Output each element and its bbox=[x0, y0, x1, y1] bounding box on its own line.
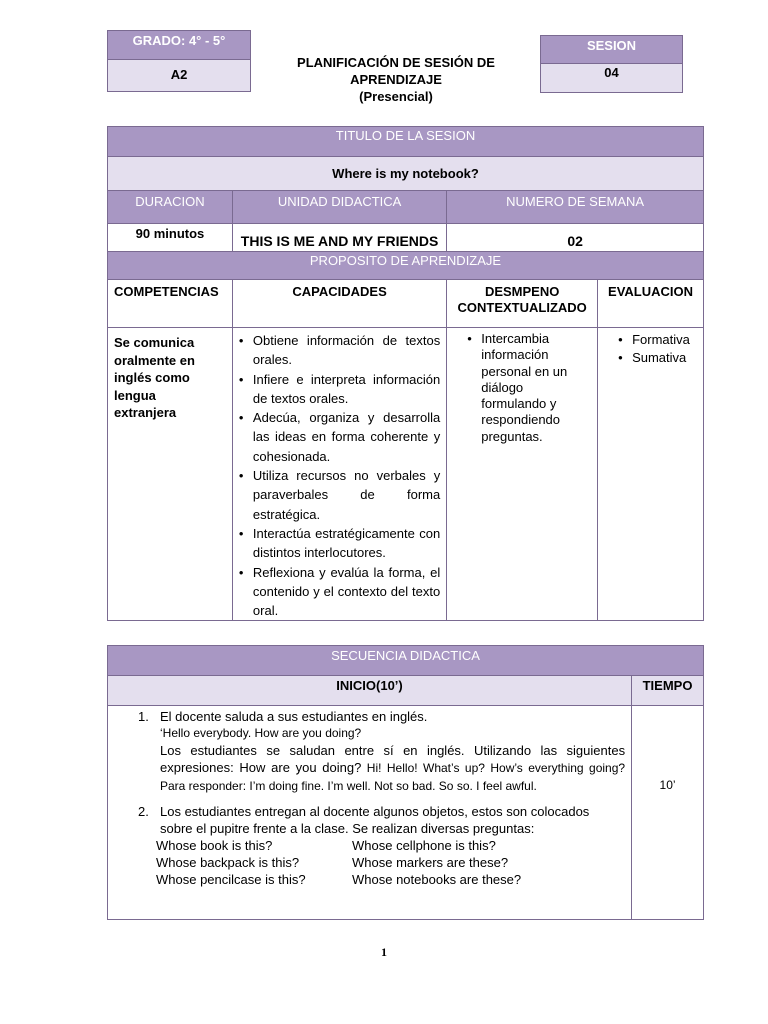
semana-value-cell bbox=[447, 224, 704, 252]
competencia-line: lengua bbox=[114, 387, 156, 403]
document-title bbox=[265, 54, 527, 105]
capacidades-list bbox=[233, 331, 440, 620]
sesion-label: SESION bbox=[586, 38, 637, 53]
competencias-label: COMPETENCIAS bbox=[114, 284, 219, 299]
capacidad-item: • Interactúa estratégicamente con distintos interlocutores. bbox=[233, 524, 440, 563]
question-item: Whose backpack is this? bbox=[156, 855, 300, 870]
title-line-2: APRENDIZAJE bbox=[350, 72, 442, 87]
grado-label-box bbox=[107, 30, 251, 60]
titulo-header bbox=[108, 127, 704, 157]
tiempo-value: 10’ bbox=[659, 778, 676, 792]
competencias-header bbox=[108, 280, 233, 328]
evaluacion-item: • Sumativa bbox=[612, 349, 701, 367]
questions bbox=[156, 837, 625, 888]
capacidad-item: • Infiere e interpreta información de textos orales. bbox=[233, 370, 440, 409]
session-table bbox=[107, 126, 704, 621]
sesion-value: 04 bbox=[604, 65, 619, 80]
question-item: Whose book is this? bbox=[156, 838, 273, 853]
evaluacion-header bbox=[598, 280, 704, 328]
tiempo-header bbox=[632, 676, 704, 706]
sesion-value-box bbox=[540, 63, 683, 93]
secuencia-header bbox=[108, 646, 704, 676]
capacidad-item: • Adecúa, organiza y desarrolla las ideas en forma coherente y cohesionada. bbox=[233, 408, 440, 466]
grado-value: A2 bbox=[170, 67, 188, 82]
capacidades-cell bbox=[232, 328, 446, 621]
secuencia-title: SECUENCIA DIDACTICA bbox=[331, 648, 480, 663]
inicio-label: INICIO(10’) bbox=[336, 678, 403, 693]
step-1-paragraph-tail: Hi! Hello! What’s up? How’s everything going? Para responder: I’m doing fine. I’m well. Not so bad. So so. I feel awful. bbox=[160, 761, 626, 793]
question-item: Whose cellphone is this? bbox=[352, 838, 496, 853]
desempeno-header bbox=[447, 280, 598, 328]
page-number: 1 bbox=[381, 945, 387, 959]
title-line-1: PLANIFICACIÓN DE SESIÓN DE bbox=[297, 55, 495, 70]
unidad-value: THIS IS ME AND MY FRIENDS bbox=[240, 233, 439, 249]
step-1-quote: ‘Hello everybody. How are you doing? bbox=[160, 726, 362, 740]
semana-header bbox=[447, 191, 704, 224]
sesion-label-box bbox=[540, 35, 683, 64]
proposito-label: PROPOSITO DE APRENDIZAJE bbox=[309, 253, 502, 268]
questions-left bbox=[156, 837, 352, 888]
question-item: Whose markers are these? bbox=[352, 855, 509, 870]
evaluacion-label: EVALUACION bbox=[608, 284, 694, 299]
grado-label: GRADO: 4° - 5° bbox=[132, 33, 226, 48]
semana-label: NUMERO DE SEMANA bbox=[506, 194, 645, 209]
duracion-header bbox=[108, 191, 233, 224]
step-1-text: El docente saluda a sus estudiantes en inglés. bbox=[160, 709, 428, 724]
competencia-cell bbox=[108, 328, 233, 621]
step-2 bbox=[136, 803, 625, 888]
step-1-paragraph-main: Los estudiantes se saludan entre sí en inglés. Utilizando las siguientes expresiones: How are you doing? bbox=[160, 743, 626, 775]
competencia-line: oralmente en bbox=[114, 352, 195, 368]
desempeno-list bbox=[447, 331, 589, 445]
tiempo-cell bbox=[632, 706, 704, 920]
capacidades-label: CAPACIDADES bbox=[292, 284, 387, 299]
sequence-table bbox=[107, 645, 704, 920]
competencia-line: inglés como bbox=[114, 370, 190, 385]
titulo-label: TITULO DE LA SESION bbox=[335, 128, 476, 143]
desempeno-item: • Intercambia información personal en un diálogo formulando y respondiendo preguntas. bbox=[461, 331, 589, 445]
capacidad-item: • Reflexiona y evalúa la forma, el contenido y el contexto del texto oral. bbox=[233, 563, 440, 621]
step-2-text: Los estudiantes entregan al docente algunos objetos, estos son colocados sobre el pupitre frente a la clase. Se realizan diversas preguntas: bbox=[160, 804, 590, 836]
evaluacion-cell bbox=[598, 328, 704, 621]
inicio-header bbox=[108, 676, 632, 706]
grado-value-box bbox=[107, 59, 251, 92]
desempeno-label-2: CONTEXTUALIZADO bbox=[457, 300, 587, 315]
evaluacion-item: • Formativa bbox=[612, 331, 701, 349]
questions-right bbox=[352, 837, 521, 888]
question-item: Whose notebooks are these? bbox=[352, 872, 522, 887]
proposito-header bbox=[108, 252, 704, 280]
step-2-number: 2. bbox=[138, 804, 149, 819]
duracion-label: DURACION bbox=[135, 194, 205, 209]
unidad-value-cell bbox=[232, 224, 446, 252]
tiempo-label: TIEMPO bbox=[642, 678, 693, 693]
semana-value: 02 bbox=[567, 233, 583, 249]
desempeno-label-1: DESMPENO bbox=[484, 284, 560, 299]
capacidades-header bbox=[232, 280, 446, 328]
competencia-line: extranjera bbox=[114, 405, 177, 420]
unidad-header bbox=[232, 191, 446, 224]
step-1-paragraph bbox=[160, 742, 625, 795]
question-item: Whose pencilcase is this? bbox=[156, 872, 306, 887]
desempeno-cell bbox=[447, 328, 598, 621]
capacidad-item: • Utiliza recursos no verbales y paraverbales de forma estratégica. bbox=[233, 466, 440, 524]
inicio-content bbox=[108, 706, 632, 920]
evaluacion-list bbox=[612, 331, 701, 366]
step-1 bbox=[136, 708, 625, 795]
capacidad-item: • Obtiene información de textos orales. bbox=[233, 331, 440, 370]
duracion-value: 90 minutos bbox=[135, 226, 205, 241]
step-1-number: 1. bbox=[138, 709, 149, 724]
duracion-value-cell bbox=[108, 224, 233, 252]
unidad-label: UNIDAD DIDACTICA bbox=[277, 194, 402, 209]
competencia-line: Se comunica bbox=[114, 335, 195, 350]
title-line-3: (Presencial) bbox=[359, 89, 433, 104]
titulo-value: Where is my notebook? bbox=[332, 166, 479, 181]
titulo-value-cell bbox=[108, 157, 704, 191]
